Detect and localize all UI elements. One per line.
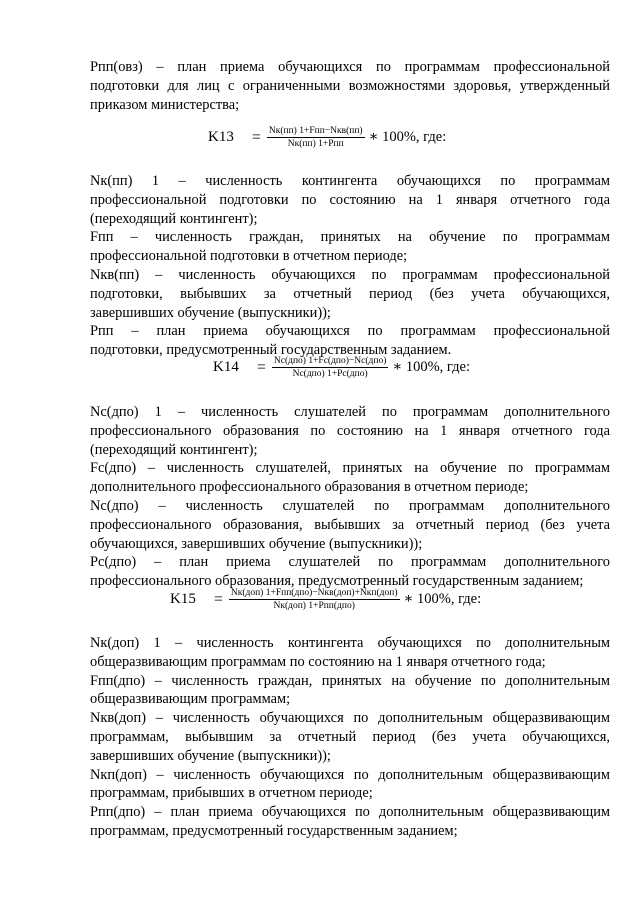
- definition-line: дополнительного профессионального образования в отчетном периоде;: [90, 479, 529, 496]
- definition-line: Nс(дпо) – численность слушателей по программам дополнительного: [90, 497, 610, 514]
- formula-k13: [208, 126, 446, 149]
- definition-line: Fпп(дпо) – численность граждан, принятых на обучение по дополнительным: [90, 672, 610, 689]
- intro-line: приказом министерства;: [90, 96, 240, 113]
- formula-k15: [170, 588, 481, 611]
- formula-label: K15: [170, 591, 196, 607]
- definition-line: профессионального образования, выбывших за отчетный период (без учета: [90, 516, 610, 533]
- definition-line: Nкв(доп) – численность обучающихся по дополнительным общеразвивающим: [90, 710, 610, 727]
- definition-line: профессиональной подготовки в отчетном периоде;: [90, 248, 408, 265]
- definition-line: завершивших обучение (выпускники));: [90, 747, 331, 764]
- definition-line: Рпп – план приема обучающихся по программам профессиональной: [90, 323, 610, 340]
- formula-equals: =: [251, 128, 261, 146]
- formula-equals: =: [256, 358, 266, 376]
- definition-line: обучающихся, завершивших обучение (выпускники));: [90, 535, 423, 552]
- intro-line: подготовки для лиц с ограниченными возможностями здоровья, утвержденный: [90, 77, 610, 94]
- formula-label: K13: [208, 129, 234, 145]
- definition-line: (переходящий контингент);: [90, 441, 258, 458]
- fraction: [229, 588, 400, 611]
- definitions-k15: [90, 634, 610, 841]
- definition-line: Nк(пп) 1 – численность контингента обучающихся по программам: [90, 173, 610, 189]
- numerator: Nк(пп) 1+Fпп−Nкв(пп): [268, 126, 363, 136]
- definition-line: профессионального образования по состоянию на 1 января отчетного года: [90, 422, 610, 439]
- definition-line: профессионального образования, предусмотренный государственным заданием;: [90, 573, 584, 590]
- definitions-k14: [90, 403, 610, 591]
- fraction: [272, 356, 388, 379]
- intro-paragraph: [90, 58, 610, 114]
- definition-line: Рпп(дпо) – план приема обучающихся по дополнительным общеразвивающим: [90, 804, 610, 821]
- definition-line: программам, предусмотренный государственным заданием;: [90, 822, 458, 839]
- formula-label: K14: [213, 359, 239, 375]
- fraction: [267, 126, 365, 149]
- formula-tail: ∗ 100%, где:: [392, 359, 470, 375]
- definition-line: общеразвивающим программам;: [90, 691, 291, 708]
- formula-tail: ∗ 100%, где:: [368, 129, 447, 145]
- definition-line: Fпп – численность граждан, принятых на обучение по программам: [90, 229, 610, 246]
- denominator: Nк(доп) 1+Рпп(дпо): [273, 601, 355, 611]
- definition-line: Nс(дпо) 1 – численность слушателей по программам дополнительного: [90, 404, 610, 420]
- formula-equals: =: [213, 590, 223, 608]
- denominator: Nс(дпо) 1+Рс(дпо): [292, 369, 368, 379]
- definition-line: программам, прибывших в отчетном периоде;: [90, 785, 373, 802]
- intro-line: Рпп(овз) – план приема обучающихся по программам профессиональной: [90, 59, 610, 75]
- definition-line: профессиональной подготовки по состоянию на 1 января отчетного года: [90, 191, 610, 208]
- definition-line: Fс(дпо) – численность слушателей, принятых на обучение по программам: [90, 460, 610, 477]
- formula-tail: ∗ 100%, где:: [403, 591, 482, 607]
- definitions-k13: [90, 172, 610, 360]
- definition-line: Nкв(пп) – численность обучающихся по программам профессиональной: [90, 266, 610, 283]
- definition-line: подготовки, предусмотренный государственным заданием.: [90, 342, 452, 359]
- numerator: Nк(доп) 1+Fпп(дпо)−Nкв(доп)+Nкп(доп): [230, 588, 398, 598]
- numerator: Nс(дпо) 1+Fс(дпо)−Nс(дпо): [273, 356, 387, 366]
- definition-line: (переходящий контингент);: [90, 210, 258, 227]
- definition-line: завершивших обучение (выпускники));: [90, 304, 331, 321]
- formula-k14: [213, 356, 470, 379]
- definition-line: Nкп(доп) – численность обучающихся по дополнительным общеразвивающим: [90, 766, 610, 783]
- definition-line: программам, выбывшим за отчетный период (без учета обучающихся,: [90, 728, 610, 745]
- definition-line: Nк(доп) 1 – численность контингента обучающихся по дополнительным: [90, 635, 610, 651]
- definition-line: общеразвивающим программам по состоянию на 1 января отчетного года;: [90, 653, 546, 670]
- definition-line: подготовки, выбывших за отчетный период (без учета обучающихся,: [90, 285, 610, 302]
- denominator: Nк(пп) 1+Рпп: [287, 139, 344, 149]
- definition-line: Рс(дпо) – план приема слушателей по программам дополнительного: [90, 554, 610, 571]
